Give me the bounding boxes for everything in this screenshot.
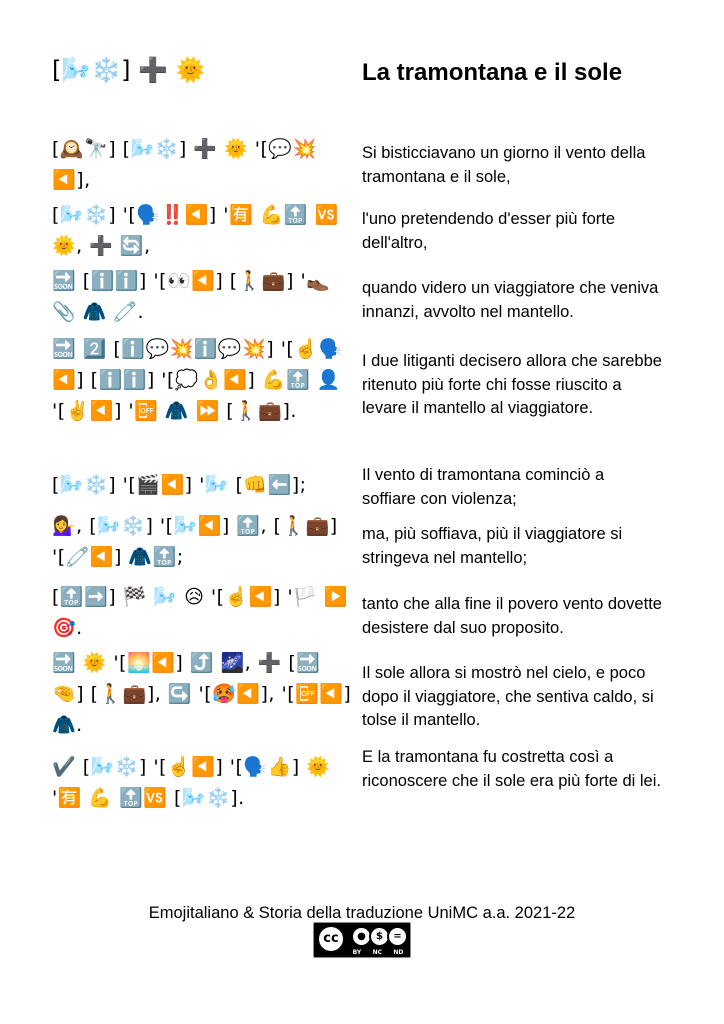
emoji-paragraph-3: 🔜 [ℹ️ℹ️] '[👀◀️] [🚶💼] '👞 📎 🧥 🧷. [52,270,331,323]
text-paragraph-1: Si bisticciavano un giorno il vento della tramontana e il sole, [362,144,646,186]
emoji-paragraph-9: ✔️ [🌬️❄️] '[☝️◀️] '[🗣️👍] 🌞 '🈶 💪 🔝🆚 [🌬️❄️]. [52,756,331,809]
page-title: La tramontana e il sole [362,59,623,86]
emoji-paragraph-2: [🌬️❄️] '[🗣️‼️◀️] '🈶 💪🔝 🆚 🌞, ➕ 🔄, [52,204,339,257]
emoji-paragraph-4: 🔜 2️⃣ [ℹ️💬💥ℹ️💬💥] '[☝️🗣️◀️] [ℹ️ℹ️] '[💭👌◀️] 💪🔝 👤 '[✌️◀️] '📴 🧥 ⏩ [🚶💼]. [52,338,343,422]
text-paragraph-5: Il vento di tramontana cominciò a soffiare con violenza; [362,466,605,508]
emoji-paragraph-5: [🌬️❄️] '[🎬◀️] '🌬️ [👊⬅️]; [52,474,307,496]
footer-credit: Emojitaliano & Storia della traduzione UniMC a.a. 2021-22 [148,904,576,922]
non-commercial-icon: $ [369,926,390,947]
text-paragraph-9: E la tramontana fu costretta così a riconoscere che il sole era più forte di lei. [362,748,661,790]
emoji-paragraph-6: 💁‍♀️, [🌬️❄️] '[🌬️◀️] 🔝, [🚶💼] '[🧷◀️] 🧥🔝; [52,515,338,568]
emoji-paragraph-7: [🔝➡️] 🏁 🌬️ 😥 '[☝️◀️] '🏳️ ▶️ 🎯. [52,586,348,639]
license-label-by: BY [352,949,362,956]
license-labels [347,949,409,956]
text-paragraph-7: tanto che alla fine il povero vento dovette desistere dal suo proposito. [362,595,662,637]
cc-license-badge [313,922,411,958]
emoji-paragraph-1: [🕰️🔭] [🌬️❄️] ➕ 🌞 '[💬💥◀️], [52,138,317,191]
text-paragraph-4: I due litiganti decisero allora che sarebbe ritenuto più forte chi fosse riuscito a levare il mantello al viaggiatore. [362,352,662,417]
emoji-paragraph-8: 🔜 🌞 '[🌅◀️] ⤴️ 🌌, ➕ [🔜🤏] [🚶💼], ↪️ '[🥵◀️], '[📴◀️] 🧥. [52,652,352,736]
cc-logo-icon: cc [317,925,345,953]
title-emoji: [🌬️❄️] ➕ 🌞 [52,56,206,84]
license-label-nd: ND [393,949,404,956]
license-label-nc: NC [372,949,382,956]
no-derivatives-icon: = [387,926,408,947]
text-paragraph-2: l'uno pretendendo d'esser più forte dell'altro, [362,210,616,252]
attribution-icon: ● [351,926,372,947]
text-paragraph-3: quando videro un viaggiatore che veniva innanzi, avvolto nel mantello. [362,279,659,321]
text-paragraph-8: Il sole allora si mostrò nel cielo, e poco dopo il viaggiatore, che sentiva caldo, si tolse il mantello. [362,664,654,729]
text-paragraph-6: ma, più soffiava, più il viaggiatore si stringeva nel mantello; [362,525,623,567]
